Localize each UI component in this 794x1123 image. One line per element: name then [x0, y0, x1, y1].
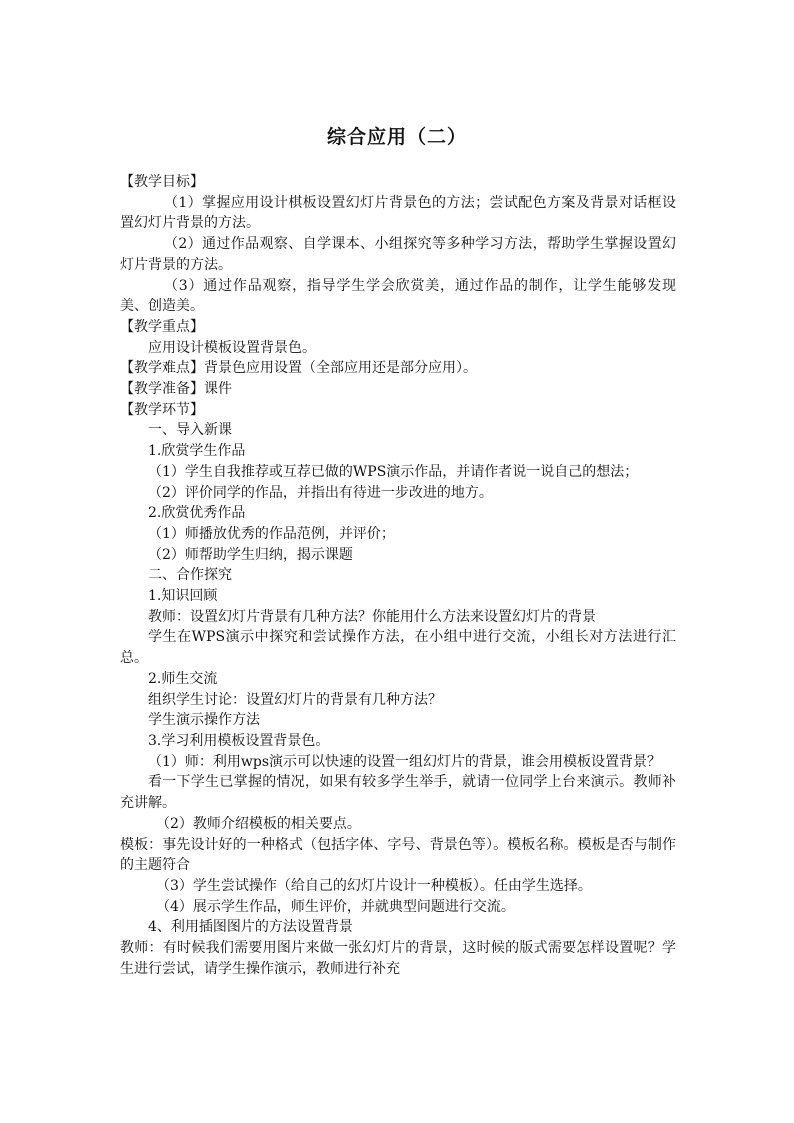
document-title: 综合应用（二） — [326, 126, 467, 148]
paragraph: 【教学环节】 — [120, 401, 204, 418]
paragraph: （2）通过作品观察、自学课本、小组探究等多种学习方法，帮助学生掌握设置幻灯片背景的方法。 — [120, 236, 676, 273]
document-body — [120, 172, 676, 979]
paragraph: 教师：设置幻灯片背景有几种方法？你能用什么方法来设置幻灯片的背景 — [148, 608, 596, 625]
paragraph: （2）师帮助学生归纳，揭示课题 — [148, 546, 353, 563]
paragraph: 应用设计模板设置背景色。 — [148, 339, 316, 356]
paragraph: （1）掌握应用设计棋板设置幻灯片背景色的方法；尝试配色方案及背景对话框设置幻灯片背景的方法。 — [120, 194, 676, 232]
paragraph: 一、导入新课 — [148, 422, 232, 439]
paragraph: 2.师生交流 — [148, 670, 218, 687]
paragraph: 1.知识回顾 — [148, 588, 218, 605]
paragraph: （3）通过作品观察，指导学生学会欣赏美，通过作品的制作，让学生能够发现美、创造美。 — [120, 277, 676, 315]
paragraph: 2.欣赏优秀作品 — [148, 505, 246, 522]
paragraph: 【教学目标】 — [120, 174, 204, 190]
paragraph: 看一下学生已掌握的情况，如果有较多学生举手，就请一位同学上台来演示。教师补充讲解。 — [120, 774, 676, 812]
paragraph: 二、合作探究 — [148, 567, 232, 584]
paragraph: 【教学重点】 — [120, 318, 204, 335]
paragraph: （1）师播放优秀的作品范例，并评价； — [148, 525, 395, 542]
paragraph: （3）学生尝试操作（给自己的幻灯片设计一种模板）。任由学生选择。 — [156, 877, 592, 894]
paragraph: 4、利用插图图片的方法设置背景 — [148, 919, 353, 936]
paragraph: 【教学难点】背景色应用设置（全部应用还是部分应用）。 — [120, 360, 477, 377]
paragraph: 模板：事先设计好的一种格式（包括字体、字号、背景色等）。模板名称。模板是否与制作的主题符合 — [120, 836, 676, 874]
paragraph: （1）学生自我推荐或互荐已做的WPS演示作品，并请作者说一说自己的想法； — [148, 463, 639, 480]
paragraph: （1）师：利用wps演示可以快速的设置一组幻灯片的背景，谁会用模板设置背景？ — [148, 753, 662, 770]
paragraph: 1.欣赏学生作品 — [148, 443, 246, 460]
paragraph: （2）评价同学的作品，并指出有待进一步改进的地方。 — [148, 484, 493, 501]
paragraph: 3.学习利用模板设置背景色。 — [148, 732, 330, 749]
paragraph: 组织学生讨论：设置幻灯片的背景有几种方法？ — [148, 691, 442, 708]
paragraph: 学生在WPS演示中探究和尝试操作方法，在小组中进行交流，小组长对方法进行汇总。 — [120, 629, 676, 667]
paragraph: （4）展示学生作品，师生评价，并就典型问题进行交流。 — [156, 898, 515, 915]
paragraph: 【教学准备】课件 — [120, 381, 232, 398]
paragraph: 学生演示操作方法 — [148, 712, 260, 729]
paragraph: （2）教师介绍模板的相关要点。 — [156, 815, 361, 832]
paragraph: 教师：有时候我们需要用图片来做一张幻灯片的背景，这时候的版式需要怎样设置呢？学生进行尝试，请学生操作演示，教师进行补充 — [120, 940, 676, 977]
